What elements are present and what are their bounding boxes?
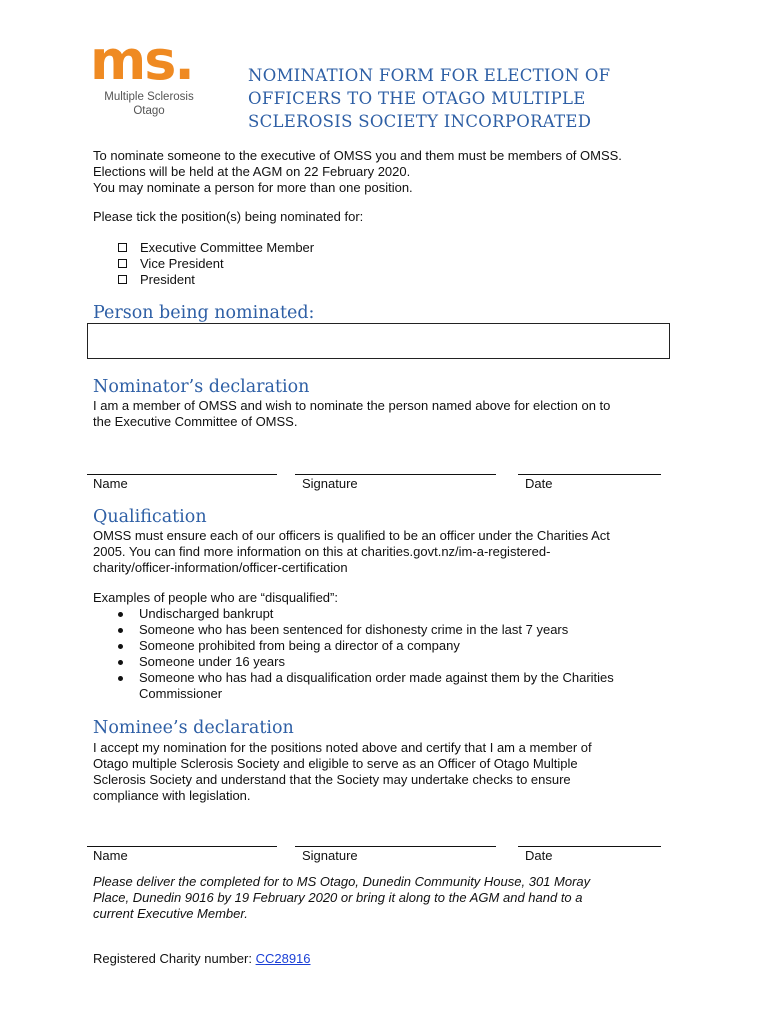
qualification-line: 2005. You can find more information on this at charities.govt.nz/im-a-registered- — [93, 544, 551, 559]
title-line: OFFICERS TO THE OTAGO MULTIPLE — [248, 89, 586, 108]
intro-text — [93, 148, 713, 196]
charity-label: Registered Charity number: — [93, 951, 256, 966]
delivery-line: current Executive Member. — [93, 906, 248, 921]
intro-line: To nominate someone to the executive of OMSS you and them must be members of OMSS. — [93, 148, 622, 163]
position-label: Executive Committee Member — [140, 239, 315, 255]
position-option-executive[interactable] — [118, 239, 314, 255]
qualification-heading: Qualification — [93, 507, 207, 527]
qualification-line: OMSS must ensure each of our officers is qualified to be an officer under the Charities Act — [93, 528, 610, 543]
tick-prompt: Please tick the position(s) being nominated for: — [93, 209, 364, 224]
list-item: Someone who has had a disqualification order made against them by the Charities Commissioner — [93, 670, 683, 702]
nominator-name-line[interactable] — [87, 474, 277, 475]
checkbox[interactable] — [118, 243, 127, 252]
nominator-date-label: Date — [525, 476, 553, 491]
checkbox[interactable] — [118, 259, 127, 268]
delivery-line: Please deliver the completed for to MS Otago, Dunedin Community House, 301 Moray — [93, 874, 591, 889]
nominee-name-field[interactable] — [87, 323, 670, 359]
nominator-name-label: Name — [93, 476, 128, 491]
nominee-text — [93, 740, 713, 804]
ms-logo-mark: ms. — [90, 29, 193, 92]
title-line: SCLEROSIS SOCIETY INCORPORATED — [248, 112, 592, 131]
nominee-date-label: Date — [525, 848, 553, 863]
delivery-line: Place, Dunedin 9016 by 19 February 2020 or bring it along to the AGM and hand to a — [93, 890, 583, 905]
nominator-line: the Executive Committee of OMSS. — [93, 414, 298, 429]
list-item: Someone who has been sentenced for dishonesty crime in the last 7 years — [93, 622, 683, 638]
checkbox[interactable] — [118, 275, 127, 284]
nominee-line: compliance with legislation. — [93, 788, 251, 803]
nominator-signature-line[interactable] — [295, 474, 496, 475]
position-option-vice-president[interactable] — [118, 255, 314, 271]
intro-line: You may nominate a person for more than one position. — [93, 180, 413, 195]
qualification-text — [93, 528, 713, 576]
person-heading: Person being nominated: — [93, 303, 315, 323]
form-title — [248, 64, 628, 133]
title-line: NOMINATION FORM FOR ELECTION OF — [248, 66, 611, 85]
disqualified-list — [93, 606, 683, 702]
delivery-instructions — [93, 874, 713, 922]
qualification-line: charity/officer-information/officer-certification — [93, 560, 348, 575]
nominee-date-line[interactable] — [518, 846, 661, 847]
list-item: Someone under 16 years — [93, 654, 683, 670]
list-item: Someone prohibited from being a director of a company — [93, 638, 683, 654]
nominee-signature-line[interactable] — [295, 846, 496, 847]
nominee-line: Sclerosis Society and understand that the Society may undertake checks to ensure — [93, 772, 571, 787]
position-checklist — [118, 239, 314, 287]
nominee-signature-label: Signature — [302, 848, 358, 863]
nominator-heading: Nominator’s declaration — [93, 377, 310, 397]
intro-line: Elections will be held at the AGM on 22 February 2020. — [93, 164, 411, 179]
disqualified-intro: Examples of people who are “disqualified”: — [93, 590, 338, 605]
position-label: Vice President — [140, 255, 224, 271]
position-option-president[interactable] — [118, 271, 314, 287]
nominee-heading: Nominee’s declaration — [93, 718, 294, 738]
nominee-name-line[interactable] — [87, 846, 277, 847]
nominee-line: Otago multiple Sclerosis Society and eligible to serve as an Officer of Otago Multiple — [93, 756, 578, 771]
position-label: President — [140, 271, 195, 287]
logo-subtitle — [94, 90, 204, 118]
logo-line-1: Multiple Sclerosis — [104, 91, 194, 103]
list-item: Undischarged bankrupt — [93, 606, 683, 622]
charity-number-link[interactable]: CC28916 — [255, 951, 311, 966]
nominator-text — [93, 398, 713, 430]
nominee-name-label: Name — [93, 848, 128, 863]
nominator-date-line[interactable] — [518, 474, 661, 475]
charity-registration — [93, 951, 311, 967]
nominator-signature-label: Signature — [302, 476, 358, 491]
nominee-line: I accept my nomination for the positions noted above and certify that I am a member of — [93, 740, 592, 755]
logo-line-2: Otago — [133, 105, 165, 117]
nominator-line: I am a member of OMSS and wish to nominate the person named above for election on to — [93, 398, 611, 413]
